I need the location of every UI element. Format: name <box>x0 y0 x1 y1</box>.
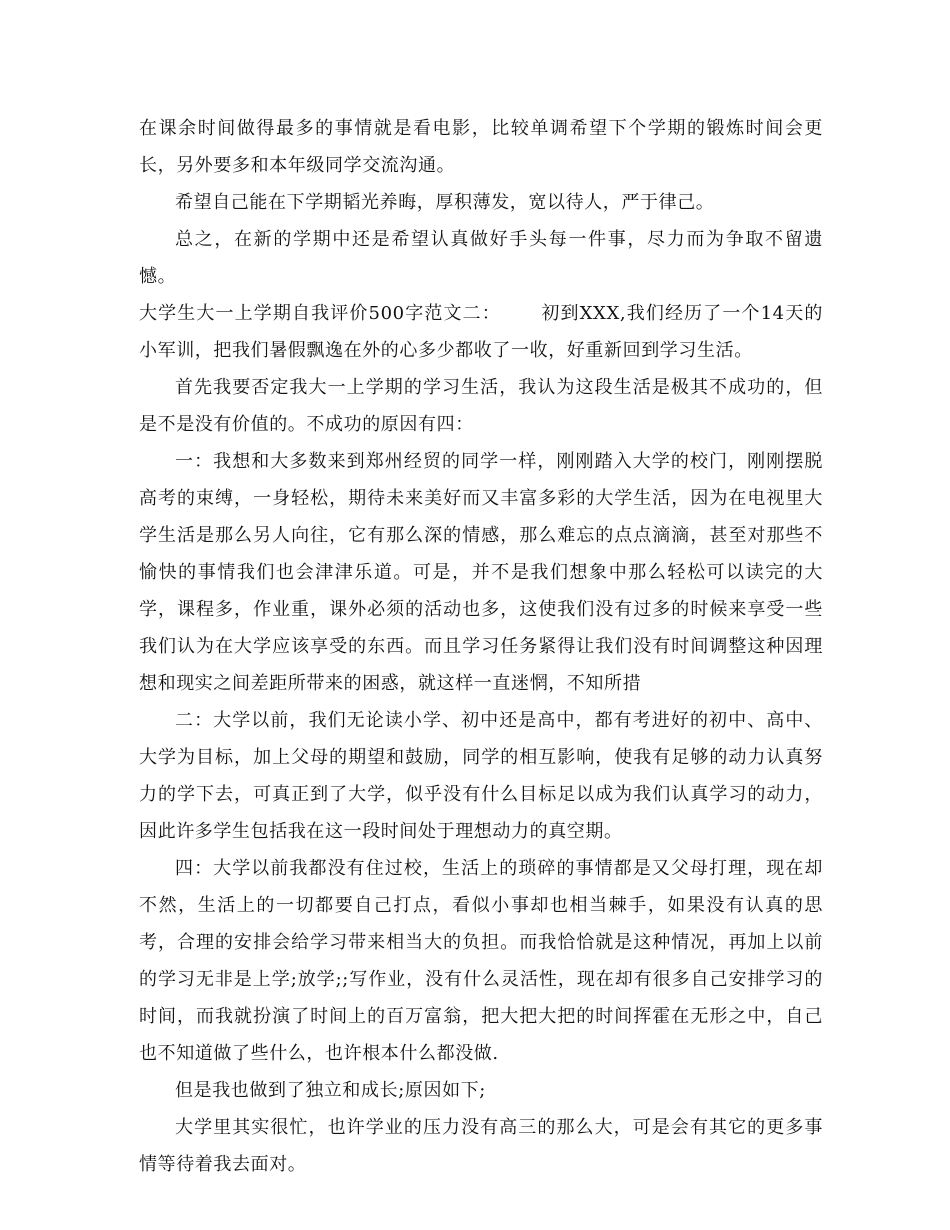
paragraph-9: 但是我也做到了独立和成长;原因如下; <box>175 1080 486 1101</box>
document-body <box>139 110 823 1183</box>
paragraph-5: 首先我要否定我大一上学期的学习生活，我认为这段生活是极其不成功的，但是不是没有价值的。不成功的原因有四： <box>139 377 823 435</box>
heading-paragraph <box>139 295 823 369</box>
section-intro-text: 初到XXX,我们经历了一个14天的小军训，把我们暑假飘逸在外的心多少都收了一收，好重新回到学习生活。 <box>139 303 823 361</box>
paragraph-3: 总之，在新的学期中还是希望认真做好手头每一件事，尽力而为争取不留遗憾。 <box>139 229 823 287</box>
section-title: 大学生大一上学期自我评价500字范文二： <box>139 303 501 324</box>
paragraph-6: 一：我想和大多数来到郑州经贸的同学一样，刚刚踏入大学的校门，刚刚摆脱高考的束缚，一身轻松，期待未来美好而又丰富多彩的大学生活，因为在电视里大学生活是那么另人向往，它有那么深的情感，那么难忘的点点滴滴，甚至对那些不愉快的事情我们也会津津乐道。可是，并不是我们想象中那么轻松可以读完的大学，课程多，作业重，课外必须的活动也多，这使我们没有过多的时候来享受一些我们认为在大学应该享受的东西。而且学习任务紧得让我们没有时间调整这种因理想和现实之间差距所带来的困惑，就这样一直迷惘，不知所措 <box>139 451 823 694</box>
paragraph-10: 大学里其实很忙，也许学业的压力没有高三的那么大，可是会有其它的更多事情等待着我去面对。 <box>139 1117 823 1175</box>
paragraph-7: 二：大学以前，我们无论读小学、初中还是高中，都有考进好的初中、高中、大学为目标，加上父母的期望和鼓励，同学的相互影响，使我有足够的动力认真努力的学下去，可真正到了大学，似乎没有什么目标足以成为我们认真学习的动力，因此许多学生包括我在这一段时间处于理想动力的真空期。 <box>139 710 823 842</box>
paragraph-1: 在课余时间做得最多的事情就是看电影，比较单调希望下个学期的锻炼时间会更长，另外要多和本年级同学交流沟通。 <box>139 118 823 176</box>
paragraph-8: 四：大学以前我都没有住过校，生活上的琐碎的事情都是又父母打理，现在却不然，生活上的一切都要自己打点，看似小事却也相当棘手，如果没有认真的思考，合理的安排会给学习带来相当大的负担。而我恰恰就是这种情况，再加上以前的学习无非是上学;放学;;写作业，没有什么灵活性，现在却有很多自己安排学习的时间，而我就扮演了时间上的百万富翁，把大把大把的时间挥霍在无形之中，自己也不知道做了些什么，也许根本什么都没做. <box>139 858 823 1064</box>
paragraph-2: 希望自己能在下学期韬光养晦，厚积薄发，宽以待人，严于律己。 <box>175 192 715 213</box>
